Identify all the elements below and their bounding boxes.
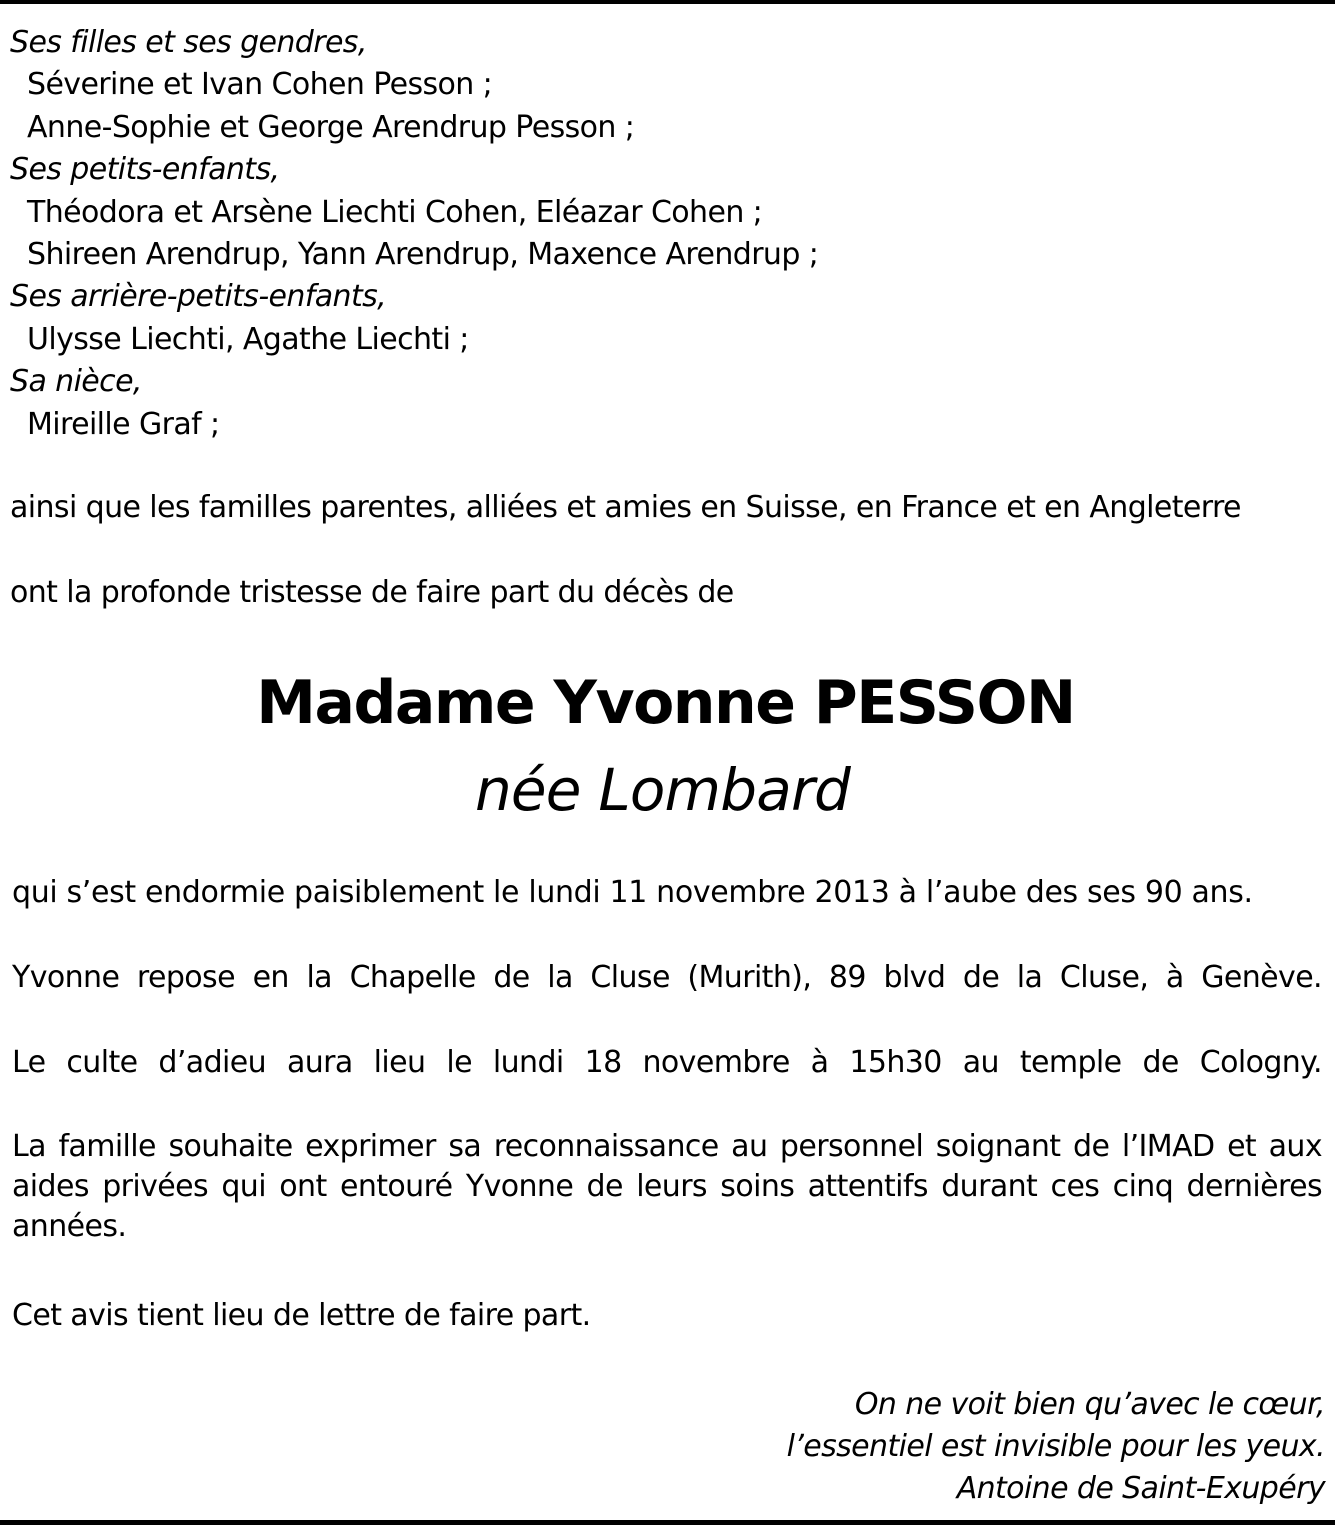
quote-line: l’essentiel est invisible pour les yeux. [786, 1429, 1325, 1464]
notice-paragraph: Cet avis tient lieu de lettre de faire part. [12, 1298, 591, 1333]
great-grandchildren-heading: Ses arrière-petits-enfants, [10, 279, 387, 315]
closing-quote [787, 1384, 1325, 1510]
top-rule [0, 0, 1335, 4]
family-member: Séverine et Ivan Cohen Pesson ; [27, 67, 493, 103]
maiden-name: née Lombard [474, 756, 851, 824]
service-paragraph: Le culte d’adieu aura lieu le lundi 18 novembre à 15h30 au temple de Cologny. [12, 1045, 1322, 1080]
passing-paragraph: qui s’est endormie paisiblement le lundi 11 novembre 2013 à l’aube des ses 90 ans. [12, 875, 1253, 910]
extended-family-text: ainsi que les familles parentes, alliées et amies en Suisse, en France et en Angleterre [10, 490, 1241, 525]
niece-heading: Sa nièce, [10, 364, 142, 400]
thanks-paragraph: La famille souhaite exprimer sa reconnaissance au personnel soignant de l’IMAD et aux aides privées qui ont entouré Yvonne de leurs soins attentifs durant ces cinq dernières années. [12, 1129, 1322, 1244]
repose-paragraph: Yvonne repose en la Chapelle de la Cluse (Murith), 89 blvd de la Cluse, à Genève. [12, 960, 1322, 995]
daughters-heading: Ses filles et ses gendres, [10, 25, 367, 60]
bottom-rule [0, 1520, 1335, 1525]
quote-line: On ne voit bien qu’avec le cœur, [854, 1387, 1325, 1422]
family-member: Anne-Sophie et George Arendrup Pesson ; [27, 109, 635, 145]
family-list [10, 22, 818, 446]
family-member: Ulysse Liechti, Agathe Liechti ; [27, 321, 469, 357]
deceased-name: Madame Yvonne PESSON [256, 668, 1075, 738]
family-member: Théodora et Arsène Liechti Cohen, Eléazar Cohen ; [27, 194, 763, 230]
family-member: Mireille Graf ; [27, 406, 220, 442]
family-member: Shireen Arendrup, Yann Arendrup, Maxence Arendrup ; [27, 237, 819, 273]
quote-author: Antoine de Saint-Exupéry [956, 1471, 1325, 1506]
announcement-text: ont la profonde tristesse de faire part du décès de [10, 575, 734, 610]
grandchildren-heading: Ses petits-enfants, [10, 152, 280, 188]
